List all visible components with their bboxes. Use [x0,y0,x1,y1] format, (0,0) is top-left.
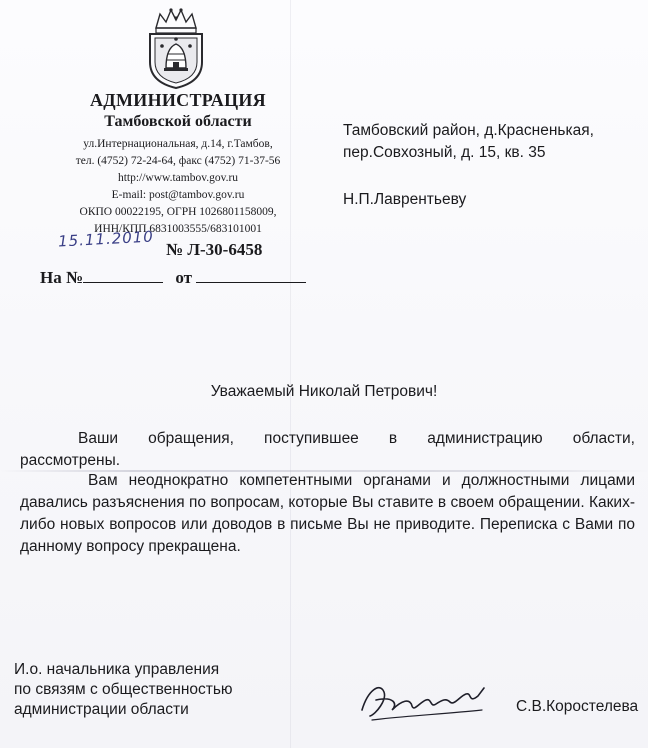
tambov-coat-of-arms-icon [144,6,208,90]
salutation: Уважаемый Николай Петрович! [210,383,438,400]
signer-position-line2: по связям с общественностью [14,681,233,698]
letterhead-email: E-mail: post@tambov.gov.ru [111,189,245,201]
on-number-label: На № [40,268,84,287]
on-number-blank [83,268,163,283]
from-date-blank [196,268,306,283]
signer-position-line3: администрации области [14,701,189,718]
recipient-address-line1: Тамбовский район, д.Красненькая, [343,122,594,139]
from-label: от [175,268,192,287]
letterhead-okpo: ОКПО 00022195, ОГРН 1026801158009, [79,206,277,218]
signer-position-line1: И.о. начальника управления [14,661,220,678]
letterhead-inn: ИНН/КПП 6831003555/683101001 [94,223,262,235]
reference-number: № Л-30-6458 [166,240,263,259]
letterhead-title: АДМИНИСТРАЦИЯ [90,90,266,110]
recipient-name: Н.П.Лаврентьеву [343,191,467,208]
letterhead-website: http://www.tambov.gov.ru [117,172,239,184]
signer-name: С.В.Коростелева [516,698,639,715]
paragraph-1: Ваши обращения, поступившее в администрацию области, рассмотрены. [20,430,635,469]
letterhead-region: Тамбовской области [104,113,252,130]
handwritten-signature-icon [354,670,494,726]
paragraph-2: Вам неоднократно компетентными органами и должностными лицами давались разъяснения по вопросам, которые Вы ставите в своем обращении. Каких-либо новых вопросов или доводов в письме Вы не приводите. Переписка с Вами по данному вопросу прекращена. [20,472,635,555]
handwritten-date: 15.11.2010 [57,227,155,251]
signer-position [14,660,274,720]
recipient-address-line2: пер.Совхозный, д. 15, кв. 35 [343,144,546,161]
letterhead-phones: тел. (4752) 72-24-64, факс (4752) 71-37-56 [75,155,281,167]
letterhead-address: ул.Интернациональная, д.14, г.Тамбов, [83,138,273,150]
reply-to-line [40,268,306,288]
